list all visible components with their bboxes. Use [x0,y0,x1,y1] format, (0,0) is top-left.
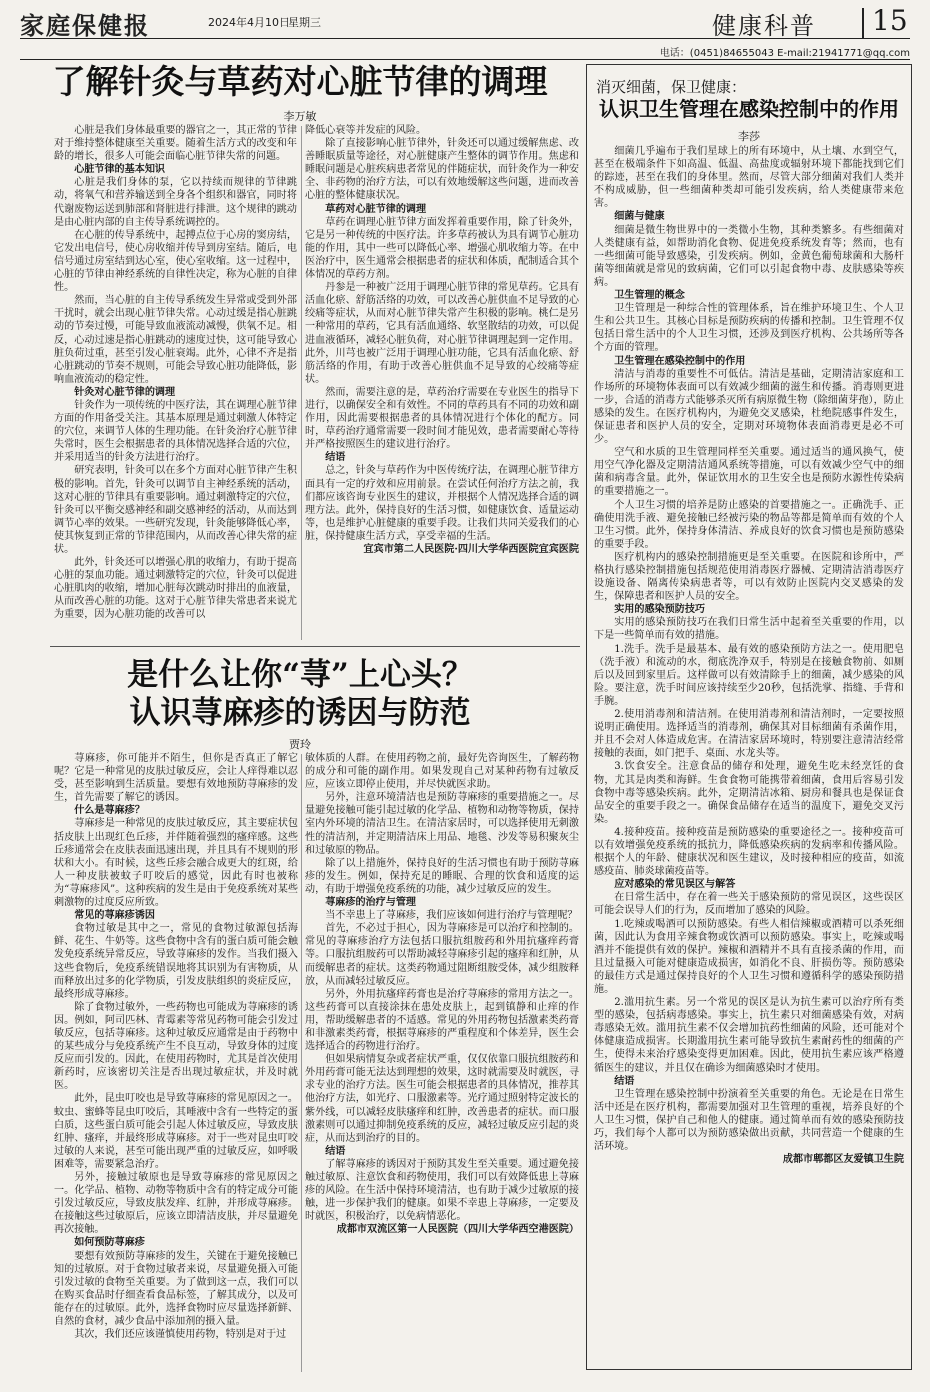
subheading: 结语 [325,1145,346,1157]
subheading: 结语 [614,1075,635,1087]
paragraph: 4.接种疫苗。接种疫苗是预防感染的重要途径之一。接种疫苗可以有效增强免疫系统的抵抗力，降低感染疾病的发病率和传播风险。根据个人的年龄、健康状况和医生建议，及时接种相应的疫苗，如流感疫苗、肺炎球菌疫苗等。 [594,826,904,878]
article-3-body [594,145,904,1363]
paragraph: 实用的感染预防技巧在我们日常生活中起着至关重要的作用，以下是一些简单而有效的措施。 [594,617,904,642]
paragraph: 降低心衰等并发症的风险。 [305,125,427,136]
subheading: 细菌与健康 [614,211,665,223]
paragraph: 心脏是我们身体最重要的器官之一，其正常的节律对于维持整体健康至关重要。随着生活方式的改变和年龄的增长，很多人可能会面临心脏节律失常的问题。 [54,125,297,163]
paragraph: 卫生管理是一种综合性的管理体系，旨在维护环境卫生、个人卫生和公共卫生。其核心目标是预防疾病的传播和控制。卫生管理不仅包括日常生活中的个人卫生习惯，还涉及到医疗机构、公共场所等各个方面的管理。 [594,303,904,354]
article-2-title-line-2: 认识荨麻疹的诱因与防范 [129,695,471,731]
paragraph: 食物过敏是其中之一，常见的食物过敏源包括海鲜、花生、牛奶等。这些食物中含有的蛋白质可能会触发免疫系统异常反应，导致荨麻疹的发作。当我们摄入这些食物后，免疫系统错误地将其识别为有害物质，从而释放出过多的化学物质，引发皮肤组织的炎症反应，最终形成荨麻疹。 [54,923,298,1000]
paragraph: 荨麻疹是一种常见的皮肤过敏反应，其主要症状包括皮肤上出现红色丘疹，并伴随着强烈的瘙痒感。这些丘疹通常会在皮肤表面迅速出现，并且具有不规则的形状和大小。有时候，这些丘疹会融合成更大的红斑，给人一种皮肤被蚊子叮咬后的感觉，因此有时也被称为“荨麻疹风”。这种疾病的发生是由于免疫系统对某些刺激物的过度反应所致。 [54,818,298,909]
paragraph: 3.饮食安全。注意食品的储存和处理，避免生吃未经烹饪的食物，尤其是肉类和海鲜。生食食物可能携带着细菌，食用后容易引发食物中毒等感染疾病。此外，定期清洁冰箱、厨房和餐具也是保证食品安全的重要手段之一。确保食品储存在适当的温度下，避免交叉污染。 [594,761,904,825]
subheading: 针灸对心脏节律的调理 [74,386,176,398]
paragraph: 了解荨麻疹的诱因对于预防其发生至关重要。通过避免接触过敏原、注意饮食和药物使用，我们可以有效降低患上荨麻疹的风险。在生活中保持环境清洁，也有助于减少过敏原的接触，进一步保护我们的健康。如果不幸患上荨麻疹，一定要及时就医，积极治疗，以免病情恶化。 [305,1158,579,1223]
paragraph: 另外，外用抗瘙痒药膏也是治疗荨麻疹的常用方法之一。这些药膏可以直接涂抹在患处皮肤上，起到镇静和止痒的作用，帮助缓解患者的不适感。常见的外用药物包括激素类药膏和非激素类药膏，根据荨麻疹的严重程度和个体差异，医生会选择适合的药物进行治疗。 [305,988,579,1053]
paragraph: 此外，针灸还可以增强心肌的收缩力，有助于提高心脏的泵血功能。通过刺激特定的穴位，针灸可以促进心脏肌肉的收缩，增加心脏每次跳动时排出的血液量，从而改善心脏的功能。这对于心脏节律失常患者来说尤为重要，因为心脏功能的改善可以 [54,557,297,621]
paragraph: 1.吃辣或喝酒可以预防感染。有些人相信辣椒或酒精可以杀死细菌，因此认为食用辛辣食物或饮酒可以预防感染。事实上，吃辣或喝酒并不能提供有效的保护。辣椒和酒精并不具有直接杀菌的作用，而且过量摄入可能对健康造成损害，如消化不良、肝损伤等。预防感染的最佳方式是通过保持良好的个人卫生习惯和遵循科学的感染预防措施。 [594,918,904,995]
section-title: 健康科普 [712,12,816,40]
paragraph: 除了以上措施外，保持良好的生活习惯也有助于预防荨麻疹的发生。例如，保持充足的睡眠、合理的饮食和适度的运动，有助于增强免疫系统的功能，减少过敏反应的发生。 [305,857,579,895]
paragraph: 在日常生活中，存在着一些关于感染预防的常见误区，这些误区可能会误导人们的行为，反而增加了感染的风险。 [594,892,904,917]
issue-weekday: 星期三 [288,16,321,29]
paragraph: 1.洗手。洗手是最基本、最有效的感染预防方法之一。使用肥皂（洗手液）和流动的水，彻底洗净双手，特别是在接触食物前、如厕后以及回到家里后。这样做可以有效清除手上的细菌，减少感染的风险。要注意，洗手时间应该持续至少20秒，包括洗掌、指缝、手背和手腕。 [594,643,904,707]
subheading: 应对感染的常见误区与解答 [614,879,736,891]
article-1-title: 了解针灸与草药对心脏节律的调理 [52,62,548,101]
subheading: 卫生管理的概念 [614,290,685,302]
column-divider [301,754,302,1372]
paragraph: 医疗机构内的感染控制措施更是至关重要。在医院和诊所中，严格执行感染控制措施包括规范使用消毒医疗器械、定期清洁消毒医疗设施设备、隔离传染病患者等，可以有效防止医院内交叉感染的发生，保障患者和医护人员的安全。 [594,551,904,603]
article-1-column-2 [305,124,579,644]
article-3-title: 认识卫生管理在感染控制中的作用 [599,97,899,121]
paragraph: 荨麻疹，你可能并不陌生，但你是否真正了解它呢？它是一种常见的皮肤过敏反应，会让人痒得难以忍受，甚至影响到生活质量。要想有效地预防荨麻疹的发生，首先需要了解它的诱因。 [54,753,298,804]
paragraph: 然而，当心脏的自主传导系统发生异常或受到外部干扰时，就会出现心脏节律失常。心动过缓是指心脏跳动的节奏过慢，可能导致血液流动减慢，供氧不足。相反，心动过速是指心脏跳动的速度过快，这可能导致心脏负荷过重，甚至引发心脏衰竭。此外，心律不齐是指心脏跳动的节奏不规则，可能会导致心脏功能降低，影响血液流动的稳定性。 [54,295,297,385]
subheading: 荨麻疹的治疗与管理 [325,897,417,909]
article-2-author: 贾玲 [289,738,311,751]
paragraph: 另外，接触过敏原也是导致荨麻疹的常见原因之一。化学品、植物、动物等物质中含有的特定成分可能引发过敏反应，导致皮肤发痒、红肿，并形成荨麻疹。在接触这些过敏原后，应该立即清洁皮肤，并尽量避免再次接触。 [54,1172,298,1236]
paragraph: 心脏是我们身体的泵，它以持续而规律的节律跳动，将氧气和营养输送到全身各个组织和器官，同时将代谢废物运送到肺部和肾脏进行排泄。这个规律的跳动是由心脏内部的自主传导系统调控的。 [54,177,297,228]
paragraph: 首先，不必过于担心，因为荨麻疹是可以治疗和控制的。常见的荨麻疹治疗方法包括口服抗组胺药和外用抗瘙痒药膏等。口服抗组胺药可以帮助减轻荨麻疹引起的瘙痒和红肿，从而缓解患者的症状。这类药物通过阻断组胺受体，减少组胺释放，从而减轻过敏反应。 [305,923,579,987]
column-divider [301,126,302,640]
paragraph: 总之，针灸与草药作为中医传统疗法，在调理心脏节律方面具有一定的疗效和应用前景。在尝试任何治疗方法之前，我们都应该咨询专业医生的建议，并根据个人情况选择合适的调理方法。此外，保持良好的生活习惯，如健康饮食、适量运动等，也是维护心脏健康的重要手段。让我们共同关爱我们的心脏，保持健康生活方式，享受幸福的生活。 [305,465,579,542]
article-2-column-1 [54,752,298,1376]
article-2-column-2 [305,752,579,1376]
paragraph: 丹参是一种被广泛用于调理心脏节律的常见草药。它具有活血化瘀、舒筋活络的功效，可以改善心脏供血不足导致的心绞痛等症状，从而对心脏节律失常产生积极的影响。桃仁是另一种常用的草药，它具有活血通络、软坚散结的功效，可以促进血液循环，减轻心脏负荷，对心脏节律调理起到一定作用。此外，川芎也被广泛用于调理心脏功能，它具有活血化瘀、舒筋活络的作用，有助于改善心脏供血不足导致的心绞痛等症状。 [305,282,579,385]
author-affiliation: 成都市郫都区友爱镇卫生院 [782,1154,904,1166]
page-number: 15 [872,4,908,37]
subheading: 什么是荨麻疹？ [74,805,145,817]
subheading: 卫生管理在感染控制中的作用 [614,355,746,367]
article-2-title-line-1: 是什么让你“荨”上心头？ [127,657,473,693]
paragraph: 研究表明，针灸可以在多个方面对心脏节律产生积极的影响。首先，针灸可以调节自主神经系统的活动，这对心脏的节律具有重要影响。通过刺激特定的穴位，针灸可以平衡交感神经和副交感神经的活动，从而达到调节心率的效果。一些研究发现，针灸能够降低心率，使其恢复到正常的节律范围内，从而改善心律失常的症状。 [54,465,297,555]
paragraph: 在心脏的传导系统中，起搏点位于心房的窦房结，它发出电信号，使心房收缩并传导到房室结。随后，电信号通过房室结到达心室，使心室收缩。这一过程中，心脏的节律由神经系统的自律性决定，称为心脏的自律性。 [54,229,297,294]
paragraph: 2.使用消毒剂和清洁剂。在使用消毒剂和清洁剂时，一定要按照说明正确使用。选择适当的消毒剂，确保其对目标细菌有杀菌作用，并且不会对人体造成危害。在清洁家居环境时，特别要注意清洁经常接触的表面，如门把手、桌面、水龙头等。 [594,709,904,760]
page-header [0,0,930,46]
paragraph: 卫生管理在感染控制中扮演着至关重要的角色。无论是在日常生活中还是在医疗机构，都需要加强对卫生管理的重视，培养良好的个人卫生习惯，保护自己和他人的健康。通过简单而有效的感染预防技巧，我们每个人都可以为预防感染做出贡献，共同营造一个健康的生活环境。 [594,1088,904,1153]
paragraph: 除了直接影响心脏节律外，针灸还可以通过缓解焦虑、改善睡眠质量等途径，对心脏健康产生整体的调节作用。焦虑和睡眠问题是心脏疾病患者常见的伴随症状，而针灸作为一种安全、非药物的治疗方法，可以有效地缓解这些问题，进而改善心脏的整体健康状况。 [305,138,579,202]
article-1-column-1 [54,124,297,644]
subheading: 实用的感染预防技巧 [614,604,706,616]
header-rule [20,38,910,39]
subheading: 草药对心脏节律的调理 [325,203,427,215]
header-rule-thin [20,59,910,60]
paragraph: 细菌几乎遍布于我们星球上的所有环境中，从土壤、水到空气，甚至在极端条件下如高温、低温、高盐度或辐射环境下都能找到它们的踪迹，甚至在我们的身体里。然而，尽管大部分细菌对我们人类并不构成威胁，但一些细菌种类却可能引发疾病，给人类健康带来危害。 [594,146,904,210]
paragraph: 其次，我们还应该谨慎使用药物，特别是对于过 [74,1329,287,1341]
paragraph: 草药在调理心脏节律方面发挥着重要作用，除了针灸外，它是另一种传统的中医疗法。许多草药被认为具有调节心脏功能的作用，其中一些可以降低心率、增强心肌收缩力等。在中医治疗中，医生通常会根据患者的症状和体质，配制适合其个体情况的草药方剂。 [305,216,579,281]
author-affiliation: 成都市双流区第一人民医院（四川大学华西空港医院） [336,1224,579,1236]
header-divider [862,8,864,38]
paragraph: 然而，需要注意的是，草药治疗需要在专业医生的指导下进行，以确保安全和有效性。不同的草药具有不同的功效和副作用，因此需要根据患者的具体情况进行个体化的配方。同时，草药治疗通常需要一段时间才能见效，患者需要耐心等待并严格按照医生的建议进行治疗。 [305,386,579,451]
paragraph: 另外，注意环境清洁也是预防荨麻疹的重要措施之一。尽量避免接触可能引起过敏的化学品、植物和动物等物质，保持室内外环境的清洁卫生。在清洁家居时，可以选择使用无刺激性的清洁剂，并定期清洁床上用品、地毯、沙发等易积聚灰尘和过敏原的物品。 [305,792,579,856]
article-1-author: 李万敏 [283,110,317,123]
issue-date: 2024年4月10日 [208,16,290,29]
paragraph: 此外，昆虫叮咬也是导致荨麻疹的常见原因之一。蚊虫、蜜蜂等昆虫叮咬后，其唾液中含有一些特定的蛋白质，这些蛋白质可能会引起人体过敏反应，导致皮肤红肿、瘙痒，并最终形成荨麻疹。对于一些对昆虫叮咬过敏的人来说，甚至可能出现严重的过敏反应，如呼吸困难等，需要紧急治疗。 [54,1093,298,1170]
paragraph: 2.滥用抗生素。另一个常见的误区是认为抗生素可以治疗所有类型的感染，包括病毒感染。事实上，抗生素只对细菌感染有效，对病毒感染无效。滥用抗生素不仅会增加抗药性细菌的风险，还可能对个体健康造成损害。长期滥用抗生素可能导致抗生素耐药性的细菌的产生，使得未来治疗感染变得更加困难。因此，使用抗生素应该严格遵循医生的建议，并且仅在确诊为细菌感染时才使用。 [594,997,904,1074]
author-affiliation: 宜宾市第二人民医院·四川大学华西医院宜宾医院 [363,544,579,555]
subheading: 如何预防荨麻疹 [74,1237,145,1249]
subheading: 常见的荨麻疹诱因 [74,910,155,922]
paragraph: 要想有效预防荨麻疹的发生，关键在于避免接触已知的过敏原。对于食物过敏者来说，尽量避免摄入可能引发过敏的食物至关重要。为了做到这一点，我们可以在购买食品时仔细查看食品标签，了解其成分，以及可能存在的过敏原。此外，选择食物时应尽量选择新鲜、自然的食材，减少食品中添加剂的摄入量。 [54,1250,298,1328]
paragraph: 清洁与消毒的重要性不可低估。清洁是基础，定期清洁家庭和工作场所的环境物体表面可以有效减少细菌的滋生和传播。消毒则更进一步，合适的消毒方式能够杀灭所有病原微生物（除细菌芽孢），防止感染的发生。在医疗机构内，为避免交叉感染，杜绝院感事件发生，保证患者和医护人员的安全，定期对环境物体表面消毒更是必不可少。 [594,368,904,446]
paragraph: 敏体质的人群。在使用药物之前，最好先咨询医生，了解药物的成分和可能的副作用。如果发现自己对某种药物有过敏反应，应该立即停止使用，并尽快就医求助。 [305,753,579,791]
subheading: 结语 [325,452,346,464]
masthead: 家庭保健报 [20,11,150,40]
article-3-kicker: 消灭细菌，保卫健康： [596,78,747,96]
paragraph: 个人卫生习惯的培养是防止感染的首要措施之一。正确洗手、正确使用洗手液、避免接触已经被污染的物品等都是简单而有效的个人卫生习惯。此外，保持身体清洁、养成良好的饮食习惯也是预防感染的重要手段。 [594,499,904,550]
subheading: 心脏节律的基本知识 [74,164,166,176]
paragraph: 但如果病情复杂或者症状严重，仅仅依靠口服抗组胺药和外用药膏可能无法达到理想的效果，这时就需要及时就医，寻求专业的治疗方法。医生可能会根据患者的具体情况，推荐其他治疗方法，如光疗、口服激素等。光疗通过照射特定波长的紫外线，可以减轻皮肤瘙痒和红肿，改善患者的症状。而口服激素则可以通过抑制免疫系统的反应，减轻过敏反应引起的炎症，从而达到治疗的目的。 [305,1054,579,1144]
paragraph: 当不幸患上了荨麻疹，我们应该如何进行治疗与管理呢？ [325,910,578,922]
paragraph: 除了食物过敏外，一些药物也可能成为荨麻疹的诱因。例如，阿司匹林、青霉素等常见药物可能会引发过敏反应，包括荨麻疹。这种过敏反应通常是由于药物中的某些成分与免疫系统产生不良互动，导致身体的过度反应而引发的。因此，在使用药物时，尤其是首次使用新药时，应该密切关注是否出现过敏症状，并及时就医。 [54,1001,298,1092]
paragraph: 空气和水质的卫生管理同样至关重要。通过适当的通风换气，使用空气净化器及定期清洁通风系统等措施，可以有效减少空气中的细菌和病毒含量。此外，保证饮用水的卫生安全也是预防水源性传染病的重要措施之一。 [594,447,904,498]
paragraph: 细菌是微生物世界中的一类微小生物，其种类繁多。有些细菌对人类健康有益，如帮助消化食物、促进免疫系统发育等；然而，也有一些细菌可能导致感染，引发疾病。例如，金黄色葡萄球菌和大肠杆菌等细菌就是常见的致病菌，它们可以引起食物中毒、皮肤感染等疾病。 [594,224,904,288]
article-3-author: 李莎 [738,130,760,143]
paragraph: 针灸作为一项传统的中医疗法，其在调理心脏节律方面的作用备受关注。其基本原理是通过刺激人体特定的穴位，来调节人体的生理功能。在针灸治疗心脏节律失常时，医生会根据患者的具体情况选择合适的穴位，并采用适当的针灸方法进行治疗。 [54,399,297,464]
contact-line: 电话：(0451)84655043 E-mail:21941771@qq.com [659,48,910,59]
article-divider [50,646,580,647]
